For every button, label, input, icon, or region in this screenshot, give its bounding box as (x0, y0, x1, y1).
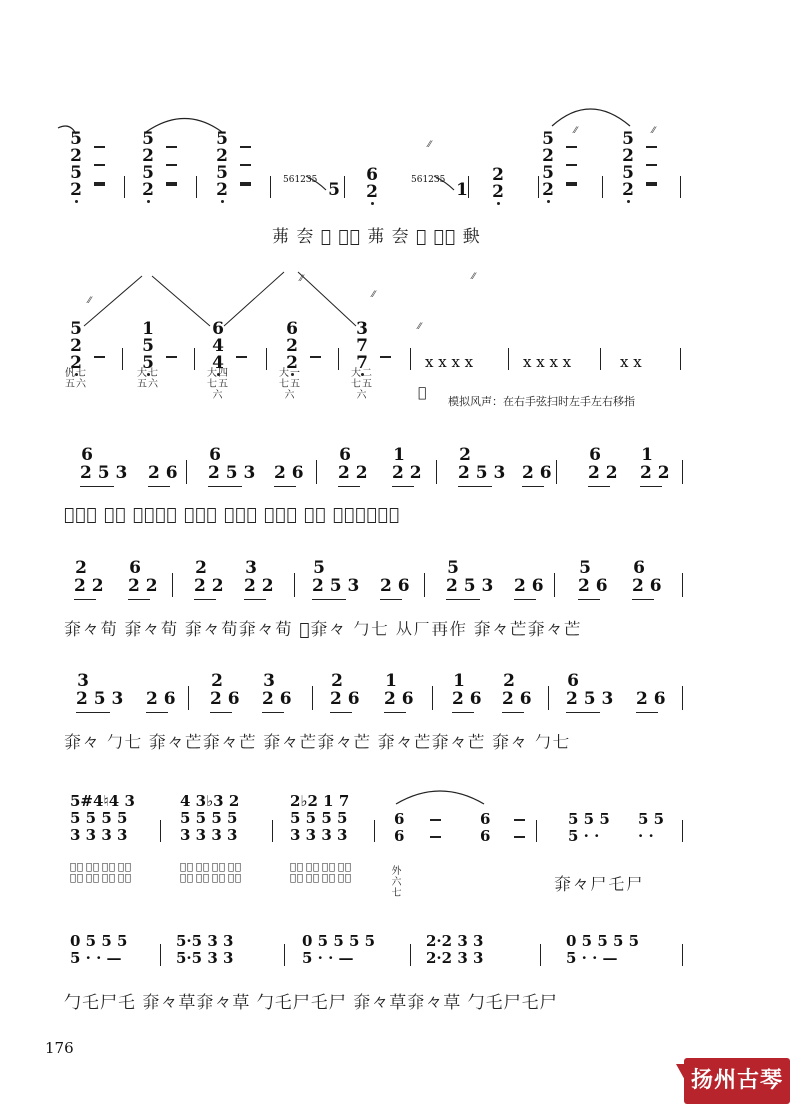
last-line: 5·5 3 3 (176, 949, 234, 967)
jianpu-run: x x x x (425, 353, 474, 371)
jianpu-group: 2 2 (74, 576, 104, 596)
octave-dot (221, 200, 224, 203)
sustain-dash (240, 164, 251, 166)
jianpu-note: 1 (456, 180, 468, 200)
jianpu-group: 2 5 3 (446, 576, 494, 596)
sustain-dash (94, 356, 105, 358)
sustain-dash (240, 184, 251, 186)
barline (124, 176, 125, 198)
breath-mark: ⁄⁄ (372, 290, 376, 300)
upper-note: 3 (77, 671, 89, 691)
jianzi-stack: 𡙛七七室 (338, 862, 353, 884)
jianpu-note: 2 (70, 353, 82, 373)
breath-mark: ⁄⁄ (428, 140, 432, 150)
jianpu-group: 2 6 (210, 689, 240, 709)
jianpu-note: 2 (286, 336, 298, 356)
jianpu-note: 5 (622, 129, 634, 149)
underline (588, 486, 610, 487)
jianpu-group: 2 6 (632, 576, 662, 596)
sustain-dash (514, 819, 525, 821)
breath-mark: ⁄⁄ (88, 296, 92, 306)
sustain-dash (310, 356, 321, 358)
upper-note: 3 (245, 558, 257, 578)
jianpu-note: 5 (142, 336, 154, 356)
octave-dot (147, 200, 150, 203)
chord-line: 5 5 (638, 810, 665, 828)
underline (128, 599, 150, 600)
upper-note: 6 (633, 558, 645, 578)
jianpu-group: 2 6 (636, 689, 666, 709)
chord-line: 5 5 5 5 (290, 809, 348, 827)
barline (266, 348, 267, 370)
upper-note: 5 (447, 558, 459, 578)
jianpu-note: 2 (286, 353, 298, 373)
sustain-dash (646, 184, 657, 186)
barline (410, 944, 411, 966)
underline (274, 486, 296, 487)
jianzi-stack: 𡙛七七室 (228, 862, 243, 884)
jianpu-note: 7 (356, 336, 368, 356)
barline (538, 176, 539, 198)
barline (172, 573, 173, 597)
barline (536, 820, 537, 842)
underline (330, 712, 352, 713)
jianzi-stack: 𡙛七七室 (102, 862, 117, 884)
jianpu-group: 2 6 (148, 463, 178, 483)
jianpu-group: 2 6 (146, 689, 176, 709)
barline (316, 460, 317, 484)
jianzi-stack: 大一七五六 (279, 368, 301, 401)
chord-line: 5 5 5 5 (180, 809, 238, 827)
jianpu-note: 2 (142, 146, 154, 166)
jianpu-group: 2 2 (392, 463, 422, 483)
chord-line: 3 3 3 3 (180, 826, 238, 844)
barline (160, 944, 161, 966)
barline (554, 573, 555, 597)
sustain-dash (94, 184, 105, 186)
upper-note: 1 (453, 671, 465, 691)
jianpu-run: x x x x (523, 353, 572, 371)
upper-note: 3 (263, 671, 275, 691)
octave-dot (371, 202, 374, 205)
barline (374, 820, 375, 842)
jianpu-group: 2 6 (330, 689, 360, 709)
system7-jianzi: 勹乇尸乇 𩇩𠚤草𩇩𠚤草 勹乇尸乇尸 𩇩𠚤草𩇩𠚤草 勹乇尸乇尸 (64, 993, 558, 1013)
jianzi-stack: 𠆩七五六 (65, 368, 87, 390)
sustain-dash (430, 836, 441, 838)
jianzi-stack: 外六七 (391, 866, 403, 899)
sustain-dash (646, 146, 657, 148)
barline (410, 348, 411, 370)
site-logo: 扬州古琴 (684, 1058, 790, 1104)
jianpu-note: 5 (142, 129, 154, 149)
breath-mark: ⁄⁄ (652, 126, 656, 136)
jianpu-run: x x (620, 353, 642, 371)
sustain-dash (566, 164, 577, 166)
upper-note: 6 (339, 445, 351, 465)
barline (682, 944, 683, 966)
upper-note: 2 (195, 558, 207, 578)
jianpu-note: 2 (70, 180, 82, 200)
last-line: 5 · · — (70, 949, 122, 967)
jianpu-note: 1 (142, 319, 154, 339)
last-line: 2·2 3 3 (426, 949, 484, 967)
jianpu-note: 4 (212, 353, 224, 373)
upper-note: 6 (129, 558, 141, 578)
chord-line: 5#4♮4 3 (70, 792, 135, 810)
jianzi-stack: 𡙛七七室 (70, 862, 85, 884)
underline (380, 599, 402, 600)
sustain-dash (94, 146, 105, 148)
wind-sound-annotation: 模拟风声：在右手弦扫时左手左右移指 (448, 395, 635, 408)
chord-line: 6 (480, 827, 491, 845)
underline (458, 486, 492, 487)
jianpu-group: 2 2 (128, 576, 158, 596)
jianpu-note: 2 (492, 182, 504, 202)
jianzi-stack: 𡙛七七室 (86, 862, 101, 884)
upper-note: 5 (579, 558, 591, 578)
jianpu-note: 5 (216, 163, 228, 183)
jianpu-note: 5 (70, 129, 82, 149)
barline (682, 573, 683, 597)
sustain-dash (240, 146, 251, 148)
upper-note: 1 (641, 445, 653, 465)
underline (452, 712, 474, 713)
underline (578, 599, 600, 600)
sustain-dash (166, 146, 177, 148)
jianzi-stack: 大四七五六 (207, 368, 229, 401)
underline (210, 712, 232, 713)
jianpu-group: 2 2 (244, 576, 274, 596)
underline (194, 599, 216, 600)
upper-note: 1 (385, 671, 397, 691)
jianpu-note: 2 (216, 146, 228, 166)
sustain-dash (566, 184, 577, 186)
barline (188, 686, 189, 710)
last-line: 5 · · — (566, 949, 618, 967)
jianpu-note: 6 (366, 165, 378, 185)
chord-line: 5 5 5 5 (70, 809, 128, 827)
last-line: 0 5 5 5 5 (566, 932, 640, 950)
upper-note: 2 (75, 558, 87, 578)
barline (682, 686, 683, 710)
jianzi-stack: 𡙛七七室 (212, 862, 227, 884)
jianpu-note: 2 (70, 336, 82, 356)
octave-dot (627, 200, 630, 203)
jianpu-group: 2 6 (514, 576, 544, 596)
system3-jianzi: 𡙛𩇩𠚤 勹七 从厂再作 𩇩𠚤荀 𩇩𠚤荀 𩇩𠚤𠚤 勹七 𩇩𠚤荀𩇩𠚤荀 (64, 505, 401, 525)
jianpu-group: 2 2 (588, 463, 618, 483)
underline (244, 599, 266, 600)
jianpu-note: 2 (492, 165, 504, 185)
underline (522, 486, 544, 487)
system5-jianzi: 𩇩𠚤 勹七 𩇩𠚤芒𩇩𠚤芒 𩇩𠚤芒𩇩𠚤芒 𩇩𠚤芒𩇩𠚤芒 𩇩𠚤 勹七 (64, 733, 571, 753)
underline (74, 599, 96, 600)
jianzi-stack: 𡙛七七室 (290, 862, 305, 884)
upper-note: 6 (209, 445, 221, 465)
jianpu-note: 5 (622, 163, 634, 183)
upper-note: 1 (393, 445, 405, 465)
barline (468, 176, 469, 198)
page-number: 176 (45, 1039, 74, 1057)
jianpu-note: 5 (70, 319, 82, 339)
jianpu-group: 2 6 (578, 576, 608, 596)
upper-note: 2 (211, 671, 223, 691)
jianpu-note: 5 (142, 163, 154, 183)
barline (122, 348, 123, 370)
breath-mark: ⁄⁄ (300, 274, 304, 284)
last-line: 0 5 5 5 (70, 932, 128, 950)
underline (146, 712, 168, 713)
chord-line: 6 (480, 810, 491, 828)
jianpu-note: 7 (356, 353, 368, 373)
barline (160, 820, 161, 842)
breath-mark: ⁄⁄ (418, 322, 422, 332)
sustain-dash (380, 356, 391, 358)
jianpu-group: 2 6 (452, 689, 482, 709)
upper-note: 5 (313, 558, 325, 578)
jianpu-group: 2 2 (338, 463, 368, 483)
underline (384, 712, 406, 713)
barline (600, 348, 601, 370)
barline (194, 348, 195, 370)
chord-line: 3 3 3 3 (70, 826, 128, 844)
underline (312, 599, 346, 600)
barline (548, 686, 549, 710)
underline (392, 486, 414, 487)
barline (186, 460, 187, 484)
underline (262, 712, 284, 713)
upper-note: 6 (567, 671, 579, 691)
sustain-dash (566, 146, 577, 148)
upper-note: 2 (331, 671, 343, 691)
wind-jianzi: 𡙛 (418, 385, 428, 401)
upper-note: 6 (589, 445, 601, 465)
sustain-dash (94, 164, 105, 166)
sustain-dash (236, 356, 247, 358)
jianzi-stack: 𡙛七七室 (180, 862, 195, 884)
breath-mark: ⁄⁄ (472, 272, 476, 282)
jianpu-group: 2 6 (380, 576, 410, 596)
underline (338, 486, 360, 487)
chord-line: 3 3 3 3 (290, 826, 348, 844)
jianpu-group: 2 5 3 (566, 689, 614, 709)
jianpu-group: 2 2 (194, 576, 224, 596)
jianzi-stack: 大二七五六 (351, 368, 373, 401)
sustain-dash (166, 356, 177, 358)
chord-line: 5 · · (568, 827, 600, 845)
barline (680, 348, 681, 370)
octave-dot (547, 200, 550, 203)
chord-line: 5 5 5 (568, 810, 610, 828)
sustain-dash (166, 184, 177, 186)
barline (540, 944, 541, 966)
chord-line: · · (638, 827, 654, 845)
jianpu-note: 2 (622, 180, 634, 200)
underline (148, 486, 170, 487)
barline (602, 176, 603, 198)
jianpu-note: 5 (542, 129, 554, 149)
last-line: 5·5 3 3 (176, 932, 234, 950)
jianpu-note: 5 (142, 353, 154, 373)
jianzi-stack: 𡙛七七室 (306, 862, 321, 884)
barline (272, 820, 273, 842)
jianpu-group: 2 2 (640, 463, 670, 483)
system4-jianzi: 𩇩𠚤荀 𩇩𠚤荀 𩇩𠚤荀𩇩𠚤荀 𡙛𩇩𠚤 勹七 从厂再作 𩇩𠚤芒𩇩𠚤芒 (64, 620, 582, 640)
barline (682, 460, 683, 484)
last-line: 0 5 5 5 5 (302, 932, 376, 950)
upper-note: 6 (81, 445, 93, 465)
last-line: 2·2 3 3 (426, 932, 484, 950)
barline (680, 176, 681, 198)
octave-dot (497, 202, 500, 205)
jianpu-note: 4 (212, 336, 224, 356)
upper-note: 2 (459, 445, 471, 465)
underline (632, 599, 654, 600)
jianpu-group: 2 6 (262, 689, 292, 709)
jianpu-note: 2 (142, 180, 154, 200)
barline (344, 176, 345, 198)
sustain-dash (430, 819, 441, 821)
underline (208, 486, 242, 487)
barline (436, 460, 437, 484)
sustain-dash (514, 836, 525, 838)
underline (502, 712, 524, 713)
upper-note: 2 (503, 671, 515, 691)
jianpu-note: 2 (622, 146, 634, 166)
jianpu-group: 2 5 3 (312, 576, 360, 596)
jianpu-group: 2 6 (522, 463, 552, 483)
jianpu-note: 2 (542, 146, 554, 166)
jianpu-group: 2 5 3 (458, 463, 506, 483)
jianpu-note: 3 (356, 319, 368, 339)
chord-line: 6 (394, 810, 405, 828)
barline (338, 348, 339, 370)
barline (508, 348, 509, 370)
chord-line: 6 (394, 827, 405, 845)
jianpu-group: 2 5 3 (80, 463, 128, 483)
system1-jianzi: 茀 夽 𡙛 𩇩𠚤 茀 夽 𡙛 𩇩𠚤 𡙇 (272, 227, 481, 247)
barline (424, 573, 425, 597)
jianpu-run: 561235 (283, 175, 318, 185)
underline (640, 486, 662, 487)
barline (270, 176, 271, 198)
underline (76, 712, 110, 713)
system6-jianzi: 𩇩𠚤尸乇尸 (554, 875, 644, 895)
barline (294, 573, 295, 597)
barline (196, 176, 197, 198)
underline (80, 486, 114, 487)
jianzi-stack: 𡙛七七室 (118, 862, 133, 884)
underline (566, 712, 600, 713)
breath-mark: ⁄⁄ (574, 126, 578, 136)
barline (432, 686, 433, 710)
jianpu-note: 5 (328, 180, 340, 200)
jianpu-note: 5 (216, 129, 228, 149)
barline (682, 820, 683, 842)
barline (556, 460, 557, 484)
jianpu-note: 2 (216, 180, 228, 200)
jianzi-stack: 𡙛七七室 (322, 862, 337, 884)
jianpu-run: 561235 (411, 175, 446, 185)
sustain-dash (166, 164, 177, 166)
barline (284, 944, 285, 966)
last-line: 5 · · — (302, 949, 354, 967)
jianpu-note: 6 (286, 319, 298, 339)
jianpu-note: 2 (366, 182, 378, 202)
jianpu-note: 5 (542, 163, 554, 183)
chord-line: 4 3♭3 2 (180, 792, 240, 810)
jianpu-note: 5 (70, 163, 82, 183)
jianpu-group: 2 5 3 (208, 463, 256, 483)
jianpu-note: 6 (212, 319, 224, 339)
jianzi-stack: 𡙛七七室 (196, 862, 211, 884)
barline (312, 686, 313, 710)
jianpu-group: 2 6 (384, 689, 414, 709)
jianpu-group: 2 6 (274, 463, 304, 483)
jianpu-note: 2 (70, 146, 82, 166)
sustain-dash (646, 164, 657, 166)
jianpu-group: 2 5 3 (76, 689, 124, 709)
underline (446, 599, 480, 600)
octave-dot (75, 200, 78, 203)
jianpu-group: 2 6 (502, 689, 532, 709)
underline (636, 712, 658, 713)
chord-line: 2♭2 1 7 (290, 792, 350, 810)
jianzi-stack: 大七五六 (137, 368, 159, 390)
jianpu-note: 2 (542, 180, 554, 200)
underline (514, 599, 536, 600)
